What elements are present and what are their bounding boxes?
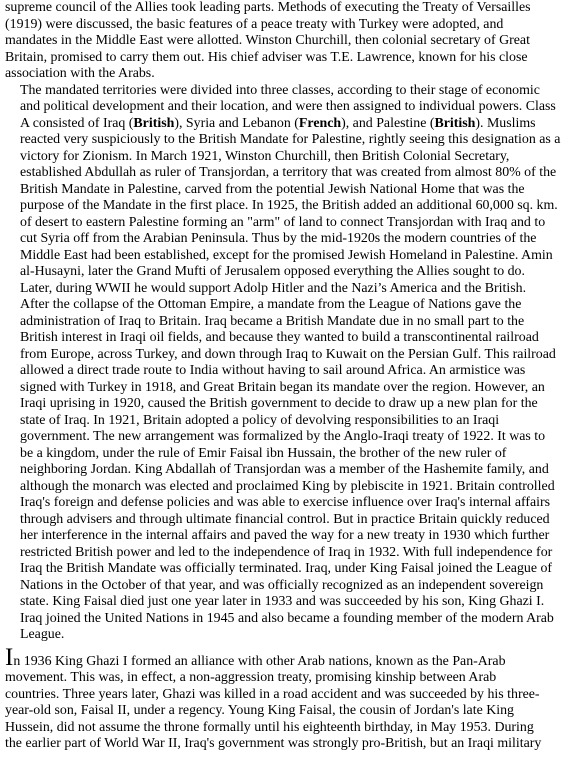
text-line: Britain, promised to carry them out. His chief adviser was T.E. Lawrence, known for his close [5, 49, 528, 65]
text-line: supreme council of the Allies took leading parts. Methods of executing the Treaty of Versailles [5, 0, 531, 15]
text-line: from Europe, across Turkey, and down through Iraq to Kuwait on the Persian Gulf. This railroad [20, 346, 556, 362]
text-line: League. [20, 627, 65, 642]
drop-cap-letter: I [5, 643, 14, 671]
text-line: state. King Faisal died just one year later in 1933 and was succeeded by his son, King Ghazi I. [20, 594, 545, 609]
text-line: Later, during WWII he would support Adolp Hitler and the Nazi’s America and the British. [20, 280, 527, 296]
text-line: British interest in Iraqi oil fields, and because they wanted to build a transcontinental railroad [20, 330, 539, 345]
text-line: Iraq the British Mandate was officially terminated. Iraq, under King Faisal joined the League of [20, 561, 553, 576]
text-line: Hussein, did not assume the throne formally until his eighteenth birthday, in May 1953. During [5, 719, 534, 735]
text-line: association with the Arabs. [5, 66, 155, 81]
text-line: established Abdullah as ruler of Transjordan, a territory that was created from almost 80% of the [20, 165, 557, 180]
text-line: Middle East had been established, except for the promised Jewish Homeland in Palestine. Amin [20, 247, 553, 263]
text-line: cut Syria off from the Arabian Peninsula. Thus by the mid-1920s the modern countries of the [20, 231, 537, 246]
text-line: In 1936 King Ghazi I formed an alliance with other Arab nations, known as the Pan-Arab [5, 643, 506, 671]
text-line: al-Husayni, later the Grand Mufti of Jerusalem opposed everything the Allies sought to do. [20, 264, 525, 279]
bold-text: British [133, 115, 175, 131]
text-line: of desert to eastern Palestine forming an "arm" of land to connect Transjordan with Iraq and to [20, 214, 546, 230]
text-line: be a kingdom, under the rule of Emir Faisal ibn Hussain, the brother of the new ruler of [20, 445, 507, 461]
paragraph-4 [5, 643, 578, 753]
text-line: and political development and their location, and were then assigned to individual powers. Class [20, 99, 556, 114]
text-line: Nations in the October of that year, and was officially recognized as an independent sovereign [20, 577, 544, 593]
text-line: restricted British power and led to the independence of Iraq in 1932. With full independence for [20, 544, 553, 560]
text-line: mandates in the Middle East were allotted. Winston Churchill, then colonial secretary of Great [5, 33, 530, 48]
text-line: Iraqi uprising in 1920, caused the British government to decide to draw up a new plan for the [20, 396, 538, 411]
bold-text: French [298, 115, 342, 131]
text-line: A consisted of Iraq (British), Syria and Lebanon (French), and Palestine (British). Muslims [20, 115, 536, 131]
text-line: neighboring Jordan. King Abdallah of Transjordan was a member of the Hashemite family, and [20, 462, 549, 477]
text-line: After the collapse of the Ottoman Empire, a mandate from the League of Nations gave the [20, 297, 522, 312]
text-line: (1919) were discussed, the basic features of a peace treaty with Turkey were adopted, and [5, 16, 504, 32]
text-line: victory for Zionism. In March 1921, Winston Churchill, then British Colonial Secretary, [20, 148, 510, 164]
text-line: purpose of the Mandate in the first place. In 1925, the British added an additional 60,000 sq. km. [20, 198, 558, 213]
text-line: year-old son, Faisal II, under a regency. Young King Faisal, the cousin of Jordan's late King [5, 703, 515, 718]
text-line: movement. This was, in effect, a non-aggression treaty, promising kinship between Arab [5, 670, 497, 685]
paragraph-1 [5, 0, 578, 83]
text-line: reacted very suspiciously to the British Mandate for Palestine, rightly seeing this designation as a [20, 132, 561, 147]
text-line: The mandated territories were divided into three classes, according to their stage of economic [20, 82, 540, 98]
bold-text: British [434, 115, 476, 131]
text-line: Iraq's foreign and defense policies and was able to exercise influence over Iraq's internal affairs [20, 495, 551, 510]
text-line: signed with Turkey in 1918, and Great Britain began its mandate over the region. However, an [20, 379, 545, 395]
text-line: the earlier part of World War II, Iraq's government was strongly pro-British, but an Iraqi military [5, 736, 542, 751]
text-line: through advisers and through ultimate financial control. But in practice Britain quickly reduced [20, 511, 550, 527]
text-line: although the monarch was elected and proclaimed King by plebiscite in 1921. Britain controlled [20, 478, 555, 494]
text-line: administration of Iraq to Britain. Iraq became a British Mandate due in no small part to the [20, 313, 525, 329]
paragraph-3 [5, 297, 578, 644]
text-line: her interference in the internal affairs and paved the way for a new treaty in 1930 which further [20, 528, 550, 543]
text-line: Iraq joined the United Nations in 1945 and also became a founding member of the modern Arab [20, 610, 554, 626]
text-line: British Mandate in Palestine, carved from the potential Jewish National Home that was the [20, 181, 525, 197]
text-line: allowed a direct trade route to India without having to sail around Africa. An armistice was [20, 363, 526, 378]
text-line: government. The new arrangement was formalized by the Anglo-Iraqi treaty of 1922. It was to [20, 429, 546, 444]
text-line: countries. Three years later, Ghazi was killed in a road accident and was succeeded by his three- [5, 686, 540, 702]
paragraph-2 [5, 83, 578, 298]
text-line: state of Iraq. In 1921, Britain adopted a policy of devolving responsibilities to an Iraqi [20, 412, 500, 428]
